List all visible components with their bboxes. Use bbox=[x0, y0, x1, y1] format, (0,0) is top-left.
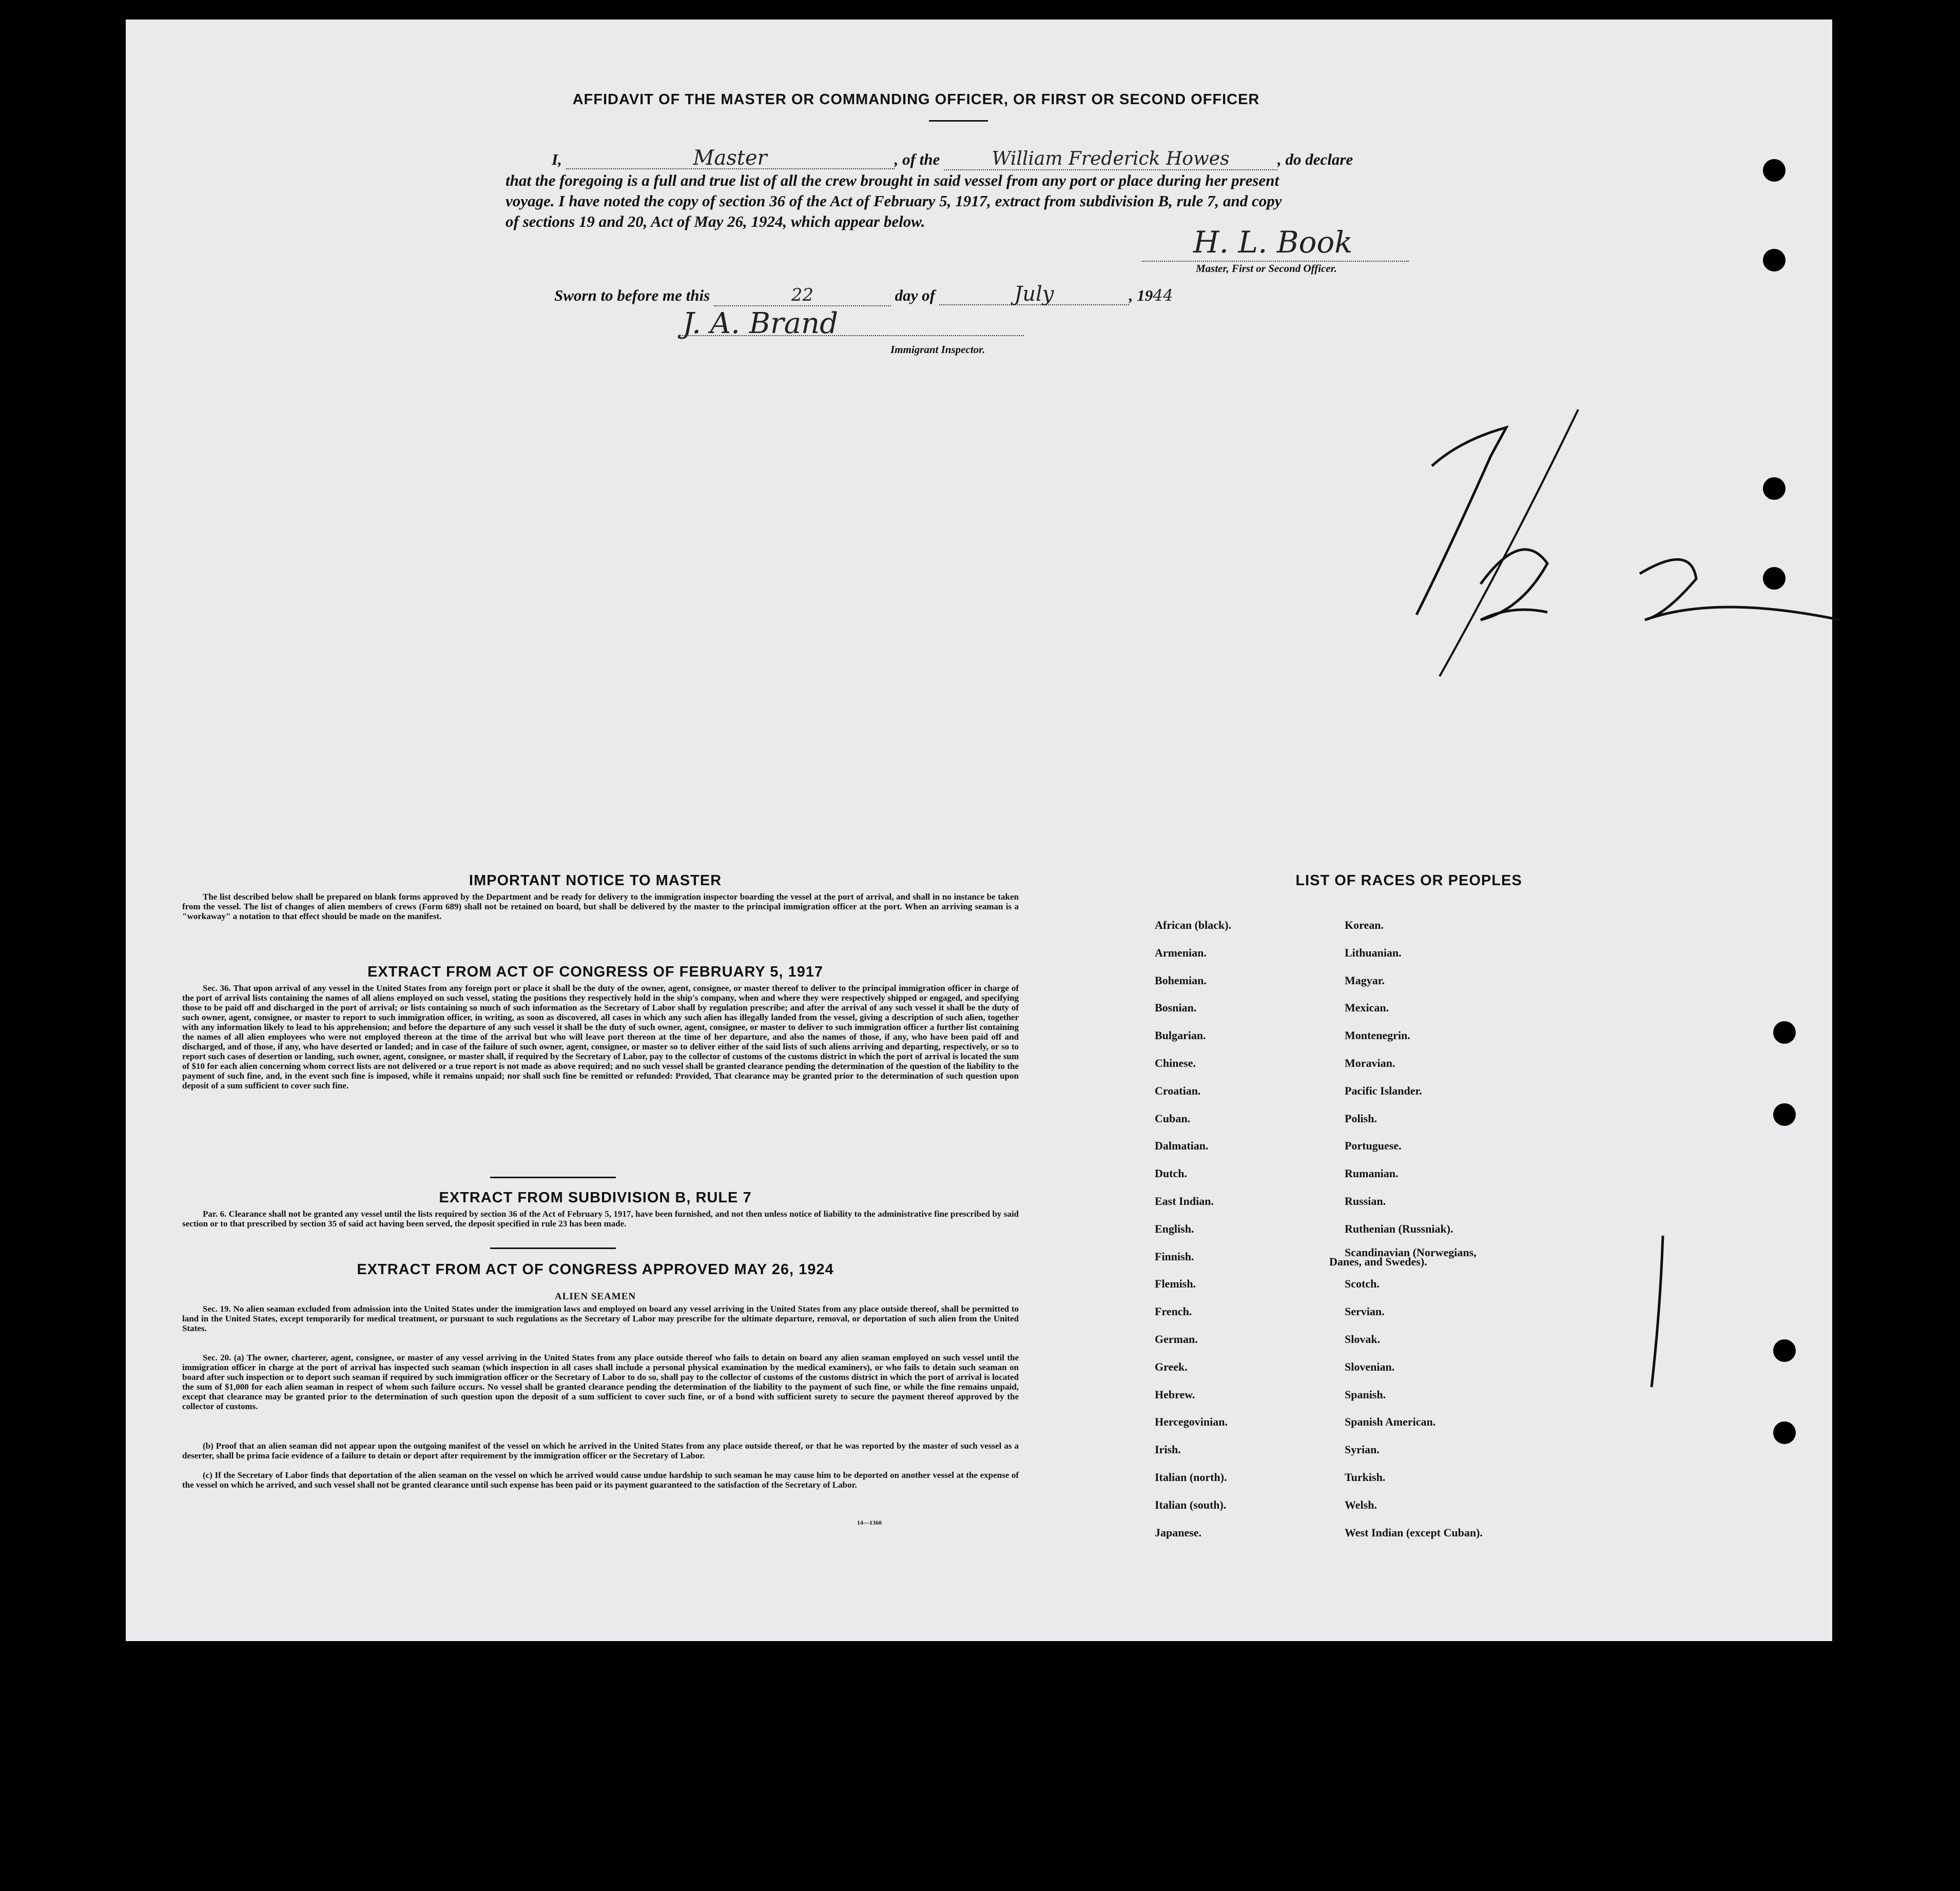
handwritten-annotation bbox=[1306, 379, 1845, 697]
race-item: Slovak. bbox=[1345, 1333, 1381, 1346]
race-item: Armenian. bbox=[1155, 946, 1207, 959]
subdivb-title: EXTRACT FROM SUBDIVISION B, RULE 7 bbox=[439, 1190, 752, 1206]
race-item: Spanish. bbox=[1345, 1388, 1386, 1401]
race-item: Montenegrin. bbox=[1345, 1029, 1410, 1042]
race-item: Servian. bbox=[1345, 1305, 1385, 1318]
inspector-signature: J. A. Brand bbox=[683, 307, 838, 340]
inspector-caption: Immigrant Inspector. bbox=[890, 343, 985, 356]
race-item: Italian (south). bbox=[1155, 1498, 1227, 1511]
race-item: Welsh. bbox=[1345, 1498, 1377, 1511]
notice-text: The list described below shall be prepared on blank forms approved by the Department and be ready for delivery to the immigration inspector boarding the vessel at the port of arrival, and shall in no instance be taken from the vessel. The list of changes of alien members of crews (Form 689) shall not be retained on board, but shall be delivered by the master to the principal immigration officer at the port. When an arriving seaman is a "workaway" a notation to that effect should be made on the manifest. bbox=[182, 892, 1019, 921]
race-item: Dutch. bbox=[1155, 1167, 1187, 1180]
document-page bbox=[126, 20, 1832, 1641]
race-item: Magyar. bbox=[1345, 974, 1385, 987]
punch-hole bbox=[1763, 159, 1786, 182]
punch-hole bbox=[1773, 1103, 1796, 1126]
race-item: Dalmatian. bbox=[1155, 1139, 1209, 1152]
race-item: Flemish. bbox=[1155, 1277, 1196, 1290]
punch-hole bbox=[1773, 1421, 1796, 1444]
role-written: Master bbox=[566, 148, 895, 169]
punch-hole bbox=[1773, 1339, 1796, 1362]
race-item: Slovenian. bbox=[1345, 1360, 1395, 1373]
extract1917-text: Sec. 36. That upon arrival of any vessel in the United States from any foreign port or place it shall be the duty of the owner, agent, consignee, or master thereof to deliver to the principal immigration officer in charge of the port of arrival lists containing the names of all aliens employed on such vessel, stating the positions they respectively hold in the ship's company, when and where they were respectively shipped or engaged, and specifying those to be paid off and discharged in the port of arrival; or lists containing so much of such information as the Secretary of Labor shall by regulation prescribe; and after the arrival of any such vessel it shall be the duty of such owner, agent, consignee, or master to report to such immigration officer, in writing, as soon as discovered, all cases in which any such alien has illegally landed from the vessel, giving a description of such alien, together with any information likely to lead to his apprehension; and before the departure of any such vessel it shall be the duty of such owner, agent, consignee, or master to deliver to such immigration officer a further list containing the names of all alien employees who were not employed thereon at the time of the arrival but who will leave port thereon at the time of her departure, and also the names of those, if any, who have been paid off and discharged, and of those, if any, who have deserted or landed; and in case of the failure of such owner, agent, consignee, or master so to deliver either of the said lists of such aliens arriving and departing, respectively, or so to report such cases of desertion or landing, such owner, agent, consignee, or master shall, if required by the Secretary of Labor, pay to the collector of customs of the customs district in which the port of arrival is located the sum of $10 for each alien concerning whom correct lists are not delivered or a true report is not made as above required; and no such vessel shall be granted clearance pending the determination of the question of the liability to the payment of such fine, and, in the event such fine is imposed, while it remains unpaid; nor shall such fine be remitted or refunded: Provided, That clearance may be granted prior to the determination of such question upon deposit of a sum sufficient to cover such fine. bbox=[182, 983, 1019, 1090]
divider-2 bbox=[490, 1247, 616, 1249]
race-item: Japanese. bbox=[1155, 1526, 1202, 1539]
race-right-continuation: Danes, and Swedes). bbox=[1329, 1255, 1427, 1268]
race-item: Irish. bbox=[1155, 1443, 1181, 1456]
race-item: Moravian. bbox=[1345, 1057, 1395, 1069]
sworn-year: 44 bbox=[1153, 286, 1173, 305]
punch-hole bbox=[1763, 567, 1786, 590]
race-item: African (black). bbox=[1155, 919, 1232, 931]
race-item: West Indian (except Cuban). bbox=[1345, 1526, 1483, 1539]
race-item: Greek. bbox=[1155, 1360, 1188, 1373]
race-item: Syrian. bbox=[1345, 1443, 1380, 1456]
sec20c-text: (c) If the Secretary of Labor finds that deportation of the alien seaman on the vessel on which he arrived would cause undue hardship to such seaman he may cause him to be deported on another vessel at the expense of the vessel on which he arrived, and such vessel shall not be granted clearance until such expense has been paid or its payment guaranteed to the satisfaction of the Secretary of Labor. bbox=[182, 1470, 1019, 1490]
race-item: Hercegovinian. bbox=[1155, 1415, 1228, 1428]
race-item: Rumanian. bbox=[1345, 1167, 1399, 1180]
race-item: Pacific Islander. bbox=[1345, 1084, 1422, 1097]
annotation-strokes bbox=[1306, 379, 1845, 697]
race-item: Bulgarian. bbox=[1155, 1029, 1206, 1042]
punch-hole bbox=[1773, 1021, 1796, 1044]
affidavit-title: AFFIDAVIT OF THE MASTER OR COMMANDING OFFICER, OR FIRST OR SECOND OFFICER bbox=[572, 91, 1260, 108]
race-item: Lithuanian. bbox=[1345, 946, 1402, 959]
vessel-written: William Frederick Howes bbox=[944, 149, 1277, 170]
races-title: LIST OF RACES OR PEOPLES bbox=[1295, 872, 1522, 889]
affidavit-line3: voyage. I have noted the copy of section 36 of the Act of February 5, 1917, extract from subdivision B, rule 7, and copy bbox=[506, 192, 1282, 210]
master-signature: H. L. Book bbox=[1193, 225, 1353, 260]
punch-hole bbox=[1763, 249, 1786, 271]
divider-1 bbox=[490, 1177, 616, 1178]
race-item: Mexican. bbox=[1345, 1001, 1389, 1014]
notice-title: IMPORTANT NOTICE TO MASTER bbox=[469, 872, 722, 889]
race-item: English. bbox=[1155, 1222, 1194, 1235]
race-item: Cuban. bbox=[1155, 1112, 1191, 1125]
extract1924-subtitle: ALIEN SEAMEN bbox=[554, 1291, 636, 1302]
margin-ink-stroke bbox=[1647, 1233, 1668, 1392]
sworn-month: July bbox=[939, 284, 1129, 305]
sworn-line: Sworn to before me this 22 day of July , 1944 bbox=[554, 282, 1173, 306]
race-item: Ruthenian (Russniak). bbox=[1345, 1222, 1453, 1235]
affidavit-line2: that the foregoing is a full and true list of all the crew brought in said vessel from any port or place during her present bbox=[506, 171, 1279, 189]
extract1924-title: EXTRACT FROM ACT OF CONGRESS APPROVED MAY 26, 1924 bbox=[357, 1261, 834, 1278]
race-item: East Indian. bbox=[1155, 1195, 1214, 1207]
race-item: French. bbox=[1155, 1305, 1192, 1318]
race-item: Korean. bbox=[1345, 919, 1384, 931]
race-item: Italian (north). bbox=[1155, 1471, 1227, 1484]
race-item: Spanish American. bbox=[1345, 1415, 1436, 1428]
title-rule bbox=[929, 120, 988, 122]
race-item: Croatian. bbox=[1155, 1084, 1201, 1097]
subdivb-text: Par. 6. Clearance shall not be granted any vessel until the lists required by section 36 of the Act of February 5, 1917, have been furnished, and not then unless notice of liability to the administrative fine prescribed by said section or to that prescribed by section 35 of said act having been served, the deposit specified in rule 23 has been made. bbox=[182, 1209, 1019, 1229]
race-item: Finnish. bbox=[1155, 1250, 1194, 1263]
race-item: Polish. bbox=[1345, 1112, 1377, 1125]
sec20a-text: Sec. 20. (a) The owner, charterer, agent, consignee, or master of any vessel arriving in the United States from any place outside thereof who fails to detain on board any alien seaman employed on such vessel until the immigration officer in charge at the port of arrival has inspected such seaman (which inspection in all cases shall include a personal physical examination by the medical examiners), or who fails to detain such seaman on board after such inspection or to deport such seaman if required by such immigration officer or the Secretary of Labor to do so, shall pay to the collector of customs of the customs district in which the port of arrival is located the sum of $1,000 for each alien seaman in respect of whom such failure occurs. No vessel shall be granted clearance pending the determination of the liability to the payment of such fine, or while the fine remains unpaid, except that clearance may be granted prior to the determination of such question upon the deposit of a sum sufficient to cover such fine, or of a bond with sufficient surety to secure the payment thereof approved by the collector of customs. bbox=[182, 1353, 1019, 1411]
race-item: Bohemian. bbox=[1155, 974, 1207, 987]
extract1917-title: EXTRACT FROM ACT OF CONGRESS OF FEBRUARY 5, 1917 bbox=[367, 964, 824, 980]
race-item: Russian. bbox=[1345, 1195, 1386, 1207]
inspector-signature-line bbox=[680, 335, 1024, 336]
race-item: Scandinavian (Norwegians, bbox=[1345, 1246, 1477, 1259]
affidavit-line1: I, Master , of the William Frederick Howes , do declare bbox=[552, 146, 1353, 170]
punch-hole bbox=[1763, 477, 1786, 500]
race-item: Bosnian. bbox=[1155, 1001, 1197, 1014]
form-number: 14—1360 bbox=[857, 1519, 882, 1526]
master-caption: Master, First or Second Officer. bbox=[1196, 262, 1337, 275]
race-item: Chinese. bbox=[1155, 1057, 1196, 1069]
annotation-text bbox=[1306, 379, 1309, 380]
sworn-day: 22 bbox=[714, 285, 891, 306]
race-item: German. bbox=[1155, 1333, 1198, 1346]
race-item: Portuguese. bbox=[1345, 1139, 1402, 1152]
race-item: Hebrew. bbox=[1155, 1388, 1195, 1401]
sec19-text: Sec. 19. No alien seaman excluded from admission into the United States under the immigration laws and employed on board any vessel arriving in the United States from any place outside thereof, shall be permitted to land in the United States, except temporarily for medical treatment, or pursuant to such regulations as the Secretary of Labor may prescribe for the ultimate departure, removal, or deportation of such alien from the United States. bbox=[182, 1304, 1019, 1333]
race-item: Scotch. bbox=[1345, 1277, 1380, 1290]
sec20b-text: (b) Proof that an alien seaman did not appear upon the outgoing manifest of the vessel on which he arrived in the United States from any place outside thereof, or that he was reported by the master of such vessel as a deserter, shall be prima facie evidence of a failure to detain or deport after requirement by the immigration officer or the Secretary of Labor. bbox=[182, 1441, 1019, 1460]
race-item: Turkish. bbox=[1345, 1471, 1386, 1484]
affidavit-line4: of sections 19 and 20, Act of May 26, 1924, which appear below. bbox=[506, 212, 925, 230]
